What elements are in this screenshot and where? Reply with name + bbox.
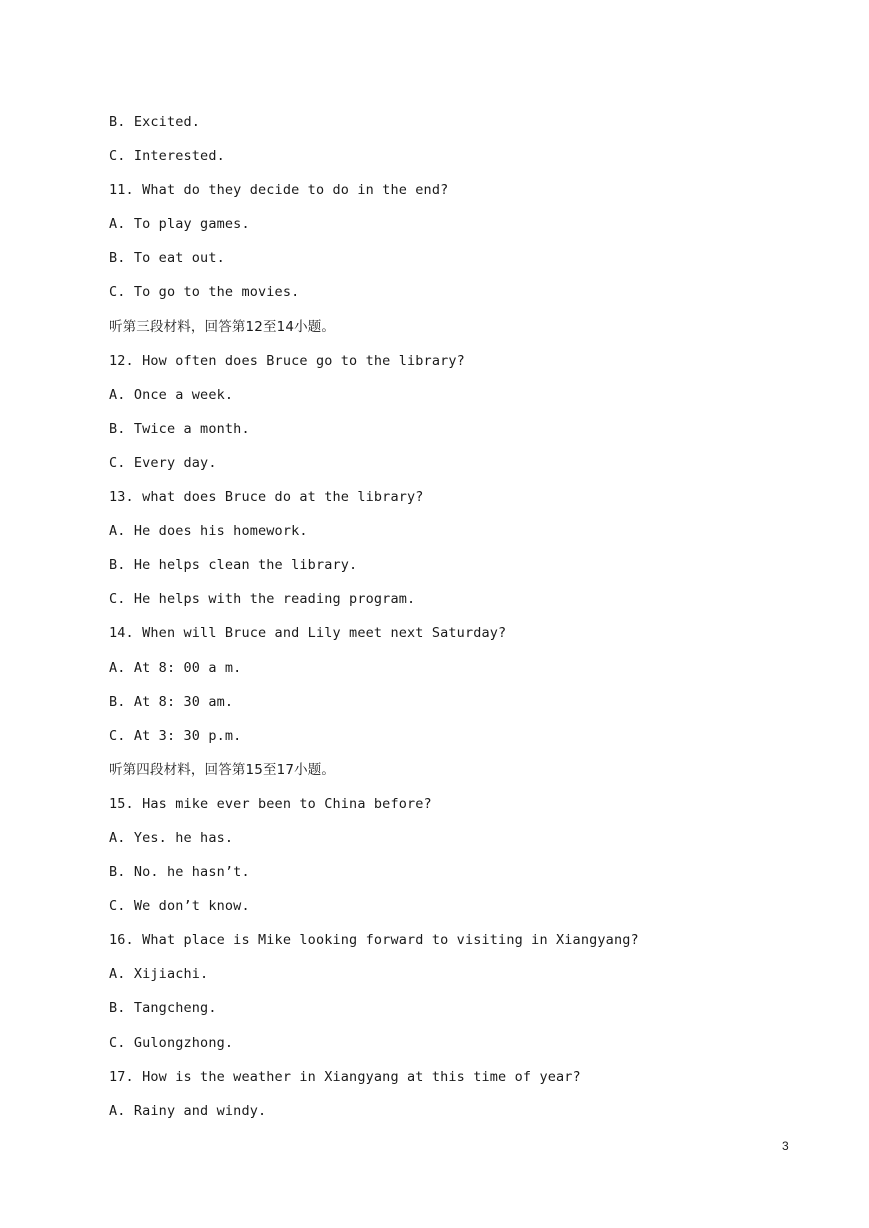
question-line: 17. How is the weather in Xiangyang at this time of year?: [109, 1068, 581, 1085]
option-line: C. At 3: 30 p.m.: [109, 727, 242, 744]
option-line: C. To go to the movies.: [109, 284, 300, 301]
option-line: A. Once a week.: [109, 386, 234, 403]
question-line: 13. what does Bruce do at the library?: [109, 489, 424, 506]
page-number: 3: [782, 1139, 789, 1153]
option-line: C. Interested.: [109, 148, 225, 165]
section-heading: 听第三段材料，回答第12至14小题。: [109, 318, 336, 335]
section-heading: 听第四段材料，回答第15至17小题。: [109, 761, 336, 778]
option-line: C. Every day.: [109, 454, 217, 471]
question-line: 12. How often does Bruce go to the library?: [109, 352, 465, 369]
option-line: C. He helps with the reading program.: [109, 591, 416, 608]
question-line: 16. What place is Mike looking forward to visiting in Xiangyang?: [109, 932, 639, 949]
option-line: A. Rainy and windy.: [109, 1102, 267, 1119]
option-line: B. Twice a month.: [109, 420, 250, 437]
question-line: 11. What do they decide to do in the end?: [109, 182, 449, 199]
option-line: B. Excited.: [109, 114, 201, 130]
option-line: A. To play games.: [109, 216, 250, 233]
option-line: B. At 8: 30 am.: [109, 693, 234, 710]
option-line: A. At 8: 00 a m.: [109, 659, 242, 676]
option-line: B. He helps clean the library.: [109, 557, 358, 574]
option-line: A. Xijiachi.: [109, 966, 209, 983]
question-line: 14. When will Bruce and Lily meet next Saturday?: [109, 625, 507, 642]
option-line: A. Yes. he has.: [109, 829, 234, 846]
option-line: B. No. he hasn’t.: [109, 864, 250, 881]
exam-text: [109, 112, 809, 1135]
option-line: C. Gulongzhong.: [109, 1034, 234, 1051]
option-line: A. He does his homework.: [109, 523, 308, 540]
option-line: B. Tangcheng.: [109, 1000, 217, 1017]
question-line: 15. Has mike ever been to China before?: [109, 795, 432, 812]
option-line: C. We don’t know.: [109, 898, 250, 915]
option-line: B. To eat out.: [109, 250, 225, 267]
